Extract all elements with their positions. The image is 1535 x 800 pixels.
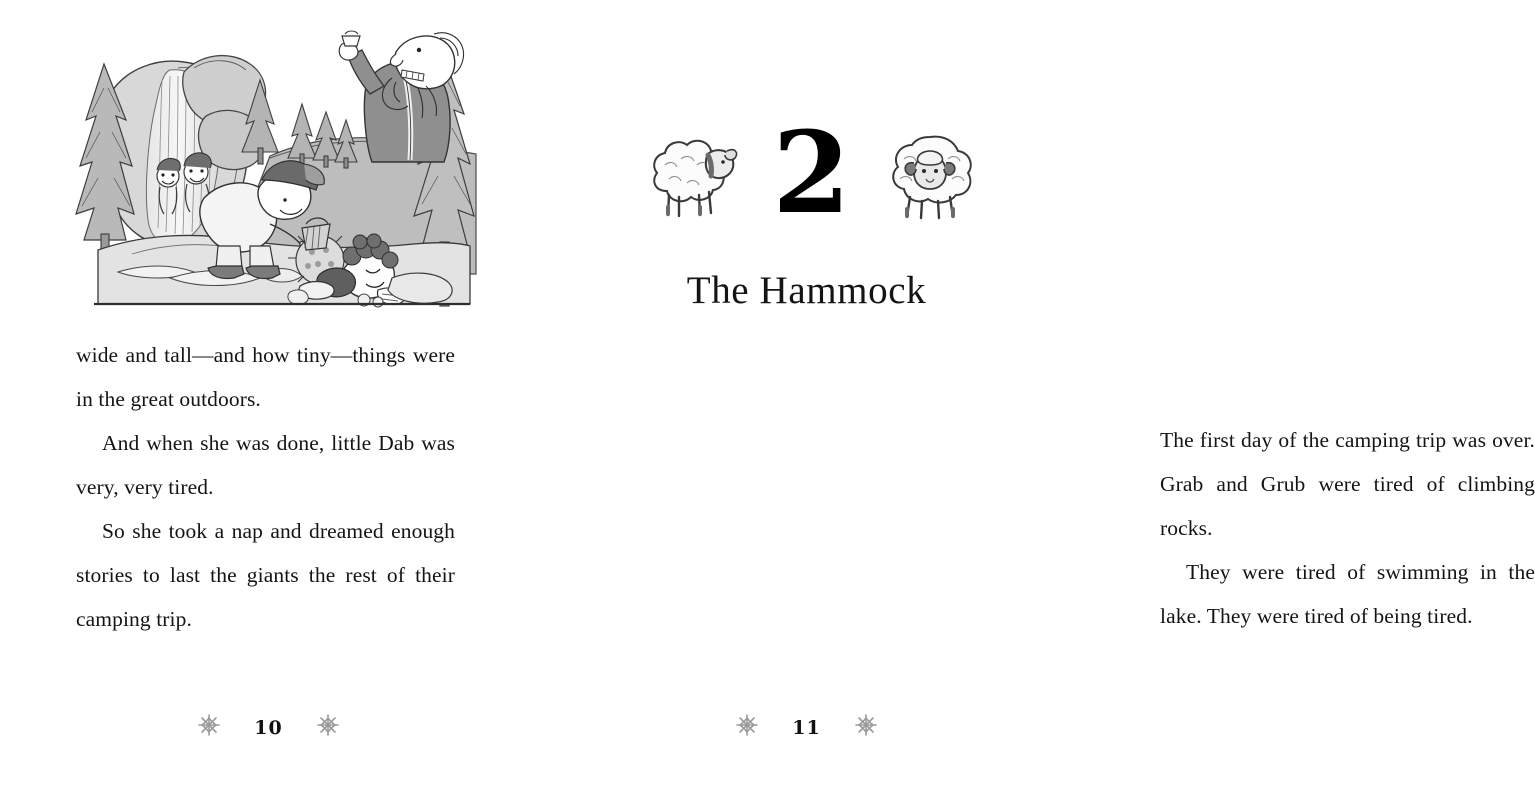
snowflake-ornament-icon bbox=[735, 713, 759, 742]
chapter-number: 2 bbox=[772, 107, 849, 239]
snowflake-ornament-icon bbox=[316, 713, 340, 742]
sheep-front-icon bbox=[882, 129, 978, 226]
illustration-artwork bbox=[74, 28, 476, 318]
right-page-footer bbox=[538, 713, 1075, 742]
right-page-body-text bbox=[1160, 418, 1535, 638]
page-number: 10 bbox=[254, 716, 283, 739]
right-page bbox=[538, 0, 1535, 800]
paragraph: The first day of the camping trip was over. Grab and Grub were tired of climbing rocks. bbox=[1160, 428, 1535, 540]
page-number: 11 bbox=[792, 716, 821, 739]
chapter-title: The Hammock bbox=[686, 269, 927, 312]
left-page-body-text bbox=[76, 333, 455, 641]
chapter-header bbox=[538, 107, 1075, 313]
left-page bbox=[0, 0, 537, 800]
chapter-number-row bbox=[538, 107, 1075, 239]
snowflake-ornament-icon bbox=[854, 713, 878, 742]
paragraph: wide and tall—and how tiny—things were in the great outdoors. bbox=[76, 343, 455, 411]
paragraph: And when she was done, little Dab was very, very tired. bbox=[76, 431, 455, 499]
paragraph: They were tired of swimming in the lake. They were tired of being tired. bbox=[1160, 560, 1535, 628]
left-page-footer bbox=[0, 713, 537, 742]
snowflake-ornament-icon bbox=[197, 713, 221, 742]
sheep-side-icon bbox=[635, 129, 739, 226]
paragraph: So she took a nap and dreamed enough stories to last the giants the rest of their camping trip. bbox=[76, 519, 455, 631]
forest-camp-scene-illustration bbox=[74, 28, 476, 318]
